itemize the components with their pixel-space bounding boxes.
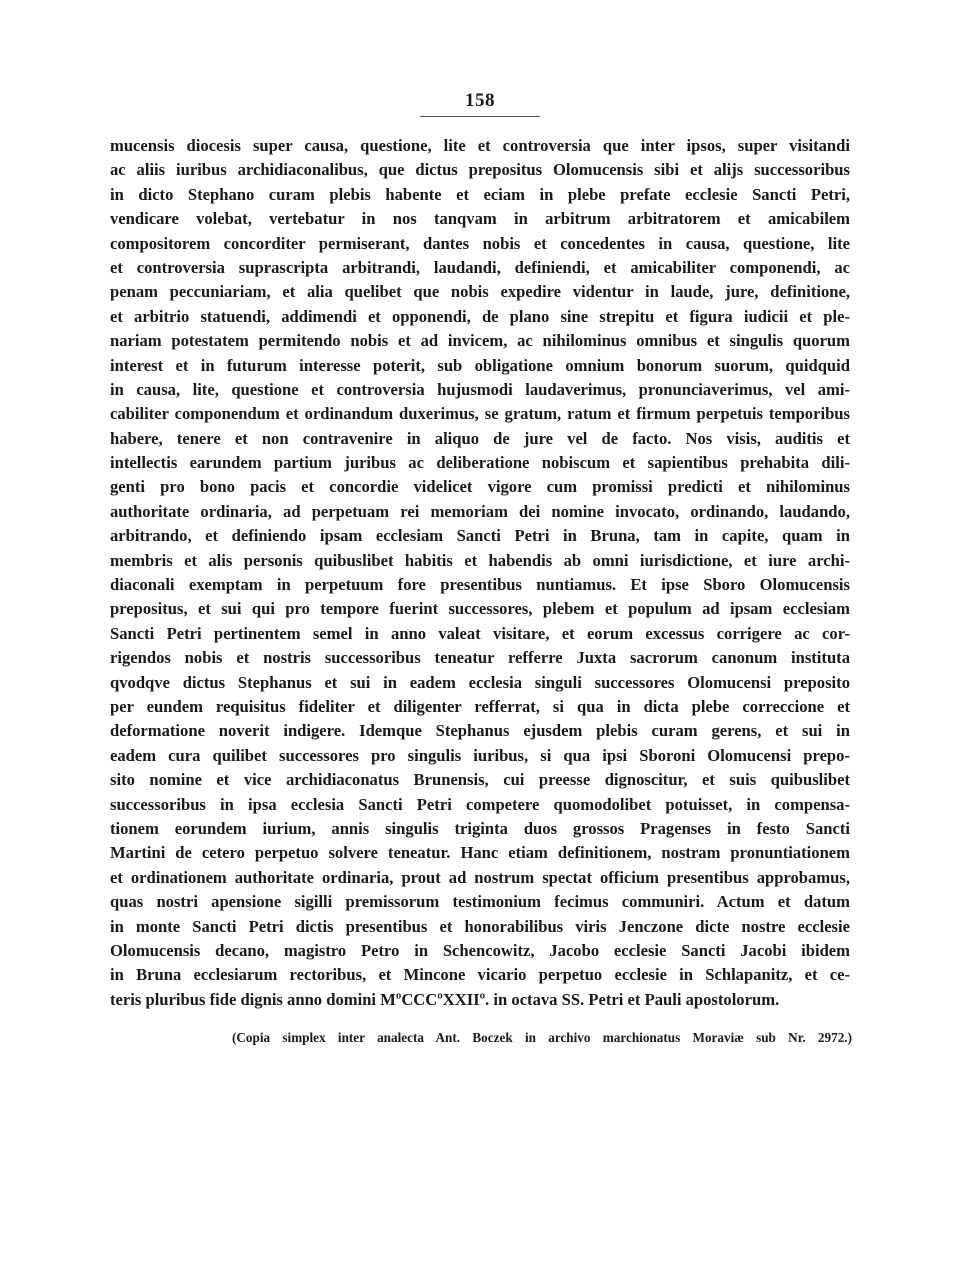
- text-line: compositorem concorditer permiserant, dantes nobis et concedentes in causa, questione, lite: [110, 233, 850, 253]
- text-line: et arbitrio statuendi, addimendi et opponendi, de plano sine strepitu et figura iudicii et ple-: [110, 306, 850, 326]
- text-line: arbitrando, et definiendo ipsam ecclesiam Sancti Petri in Bruna, tam in capite, quam in: [110, 526, 850, 546]
- text-line: successoribus in ipsa ecclesia Sancti Petri competere quomodolibet potuisset, in compensa-: [110, 794, 850, 814]
- text-line: intellectis earundem partium juribus ac deliberatione nobiscum et sapientibus prehabita dili-: [110, 453, 850, 473]
- page-number: 158: [465, 90, 495, 111]
- text-line: in dicto Stephano curam plebis habente et eciam in plebe prefate ecclesie Sancti Petri,: [110, 184, 850, 204]
- text-line: authoritate ordinaria, ad perpetuam rei memoriam dei nomine invocato, ordinando, laudando,: [110, 501, 850, 521]
- text-line: in causa, lite, questione et controversia hujusmodi laudaverimus, pronunciaverimus, vel ami-: [110, 379, 850, 399]
- text-line: rigendos nobis et nostris successoribus teneatur refferre Juxta sacrorum canonum instituta: [110, 648, 850, 668]
- text-line: sito nomine et vice archidiaconatus Brunensis, cui preesse dignoscitur, et suis quibuslibet: [110, 770, 850, 790]
- text-line: Sancti Petri pertinentem semel in anno valeat visitare, et eorum excessus corrigere ac cor-: [110, 623, 850, 643]
- body-text: [110, 134, 850, 1012]
- source-note: (Copia simplex inter analecta Ant. Boczek in archivo marchionatus Moraviæ sub Nr. 2972.): [232, 1030, 852, 1045]
- text-line: Olomucensis decano, magistro Petro in Schencowitz, Jacobo ecclesie Sancti Jacobi ibidem: [110, 940, 850, 960]
- text-line: et ordinationem authoritate ordinaria, prout ad nostrum spectat officium presentibus approbamus,: [110, 867, 850, 887]
- text-line: qvodqve dictus Stephanus et sui in eadem ecclesia singuli successores Olomucensi preposito: [110, 672, 850, 692]
- text-line: in Bruna ecclesiarum rectoribus, et Mincone vicario perpetuo ecclesie in Schlapanitz, et ce-: [110, 965, 850, 985]
- text-line: Martini de cetero perpetuo solvere teneatur. Hanc etiam definitionem, nostram pronuntiationem: [110, 843, 850, 863]
- text-line: prepositus, et sui qui pro tempore fuerint successores, plebem et populum ad ipsam ecclesiam: [110, 599, 850, 619]
- text-line: penam peccuniariam, et alia quelibet que nobis expedire videntur in laude, jure, definitione,: [110, 282, 850, 302]
- text-line: mucensis diocesis super causa, questione, lite et controversia que inter ipsos, super visitandi: [110, 136, 850, 155]
- header-rule: [420, 116, 540, 117]
- text-line: in monte Sancti Petri dictis presentibus et honorabilibus viris Jenczone dicte nostre ecclesie: [110, 916, 850, 936]
- text-line: diaconali exemptam in perpetuum fore presentibus nuntiamus. Et ipse Sboro Olomucensis: [110, 575, 850, 595]
- text-line: ac aliis iuribus archidiaconalibus, que dictus prepositus Olomucensis sibi et alijs successoribus: [110, 160, 850, 180]
- text-line: cabiliter componendum et ordinandum duxerimus, se gratum, ratum et firmum perpetuis temporibus: [110, 404, 850, 424]
- text-line: nariam potestatem permitendo nobis et ad invicem, ac nihilominus omnibus et singulis quorum: [110, 331, 850, 351]
- text-line: tionem eorundem iurium, annis singulis triginta duos grossos Pragenses in festo Sancti: [110, 818, 850, 838]
- text-line: per eundem requisitus fideliter et diligenter refferrat, si qua in dicta plebe correccione et: [110, 696, 850, 716]
- text-line: vendicare volebat, vertebatur in nos tanqvam in arbitrum arbitratorem et amicabilem: [110, 209, 850, 229]
- text-line: eadem cura quilibet successores pro singulis iuribus, si qua ipsi Sboroni Olomucensi prepo-: [110, 745, 850, 765]
- text-line: et controversia suprascripta arbitrandi, laudandi, definiendi, et amicabiliter componendi, ac: [110, 257, 850, 277]
- text-line-last: teris pluribus fide dignis anno domini MºCCCºXXIIº. in octava SS. Petri et Pauli apostolorum.: [110, 989, 780, 1009]
- text-line: quas nostri apensione sigilli premissorum testimonium fecimus communiri. Actum et datum: [110, 892, 850, 912]
- text-line: genti pro bono pacis et concordie videlicet vigore cum promissi predicti et nihilominus: [110, 477, 850, 497]
- text-line: deformatione noverit indigere. Idemque Stephanus ejusdem plebis curam gerens, et sui in: [110, 721, 850, 741]
- text-line: membris et alis personis quibuslibet habitis et habendis ab omni iurisdictione, et iure archi-: [110, 550, 850, 570]
- text-line: habere, tenere et non contravenire in aliquo de jure vel de facto. Nos visis, auditis et: [110, 428, 850, 448]
- text-line: interest et in futurum interesse poterit, sub obligatione omnium bonorum suorum, quidquid: [110, 355, 850, 375]
